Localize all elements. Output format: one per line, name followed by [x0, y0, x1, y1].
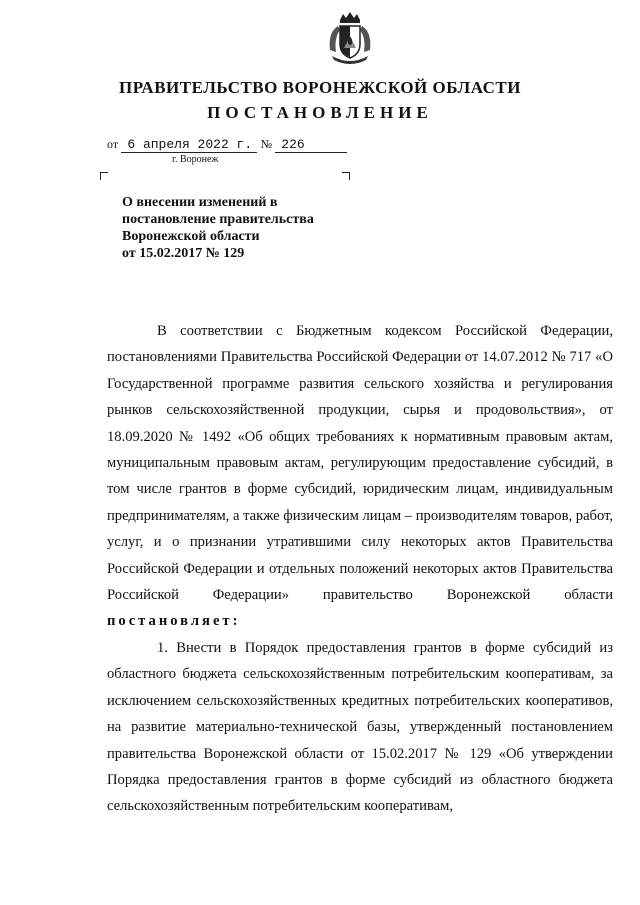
body-paragraph: 1. Внести в Порядок предоставления грантов в форме субсидий из областного бюджета сельскохозяйственным потребительским кооперативам, за исключением сельскохозяйственных кредитных потребительских кооперативов, на развитие материально-технической базы, утвержденный постановлением правительства Воронежской области от 15.02.2017 № 129 «Об утверждении Порядка предоставления грантов в форме субсидий из областного бюджета сельскохозяйственным потребительским кооперативам,	[107, 639, 613, 815]
coat-of-arms-icon	[326, 10, 374, 70]
date-number-line	[107, 136, 347, 153]
number-prefix: №	[260, 137, 273, 151]
document-number: 226	[275, 137, 347, 153]
body-paragraph	[107, 318, 613, 635]
date-prefix: от	[107, 137, 119, 151]
subject-line: от 15.02.2017 № 129	[122, 246, 245, 261]
corner-mark-left	[100, 172, 108, 180]
government-name: ПРАВИТЕЛЬСТВО ВОРОНЕЖСКОЙ ОБЛАСТИ	[118, 78, 521, 97]
subject-line: Воронежской области	[122, 229, 260, 244]
subject-line: О внесении изменений в	[122, 195, 278, 210]
subject-line: постановление правительства	[122, 212, 314, 227]
paragraph-text: В соответствии с Бюджетным кодексом Российской Федерации, постановлениями Правительства Российской Федерации от 14.07.2012 № 717 «О Государственной программе развития сельского хозяйства и регулирования рынков сельскохозяйственной продукции, сырья и продовольствия», от 18.09.2020 № 1492 «Об общих требованиях к нормативным правовым актам, муниципальным правовым актам, регулирующим предоставление субсидий, в том числе грантов в форме субсидий, юридическим лицам, индивидуальным предпринимателям, а также физическим лицам – производителям товаров, работ, услуг, и о признании утратившими силу некоторых актов Правительства Российской Федерации и отдельных положений некоторых актов Правительства Российской Федерации» правительство Воронежской области	[107, 323, 614, 604]
document-type: ПОСТАНОВЛЕНИЕ	[207, 103, 433, 122]
document-date: 6 апреля 2022 г.	[121, 137, 257, 153]
decree-word: постановляет:	[107, 613, 241, 630]
corner-mark-right	[342, 172, 350, 180]
document-subject	[122, 194, 362, 262]
document-body	[107, 318, 613, 820]
document-city: г. Воронеж	[172, 154, 219, 165]
